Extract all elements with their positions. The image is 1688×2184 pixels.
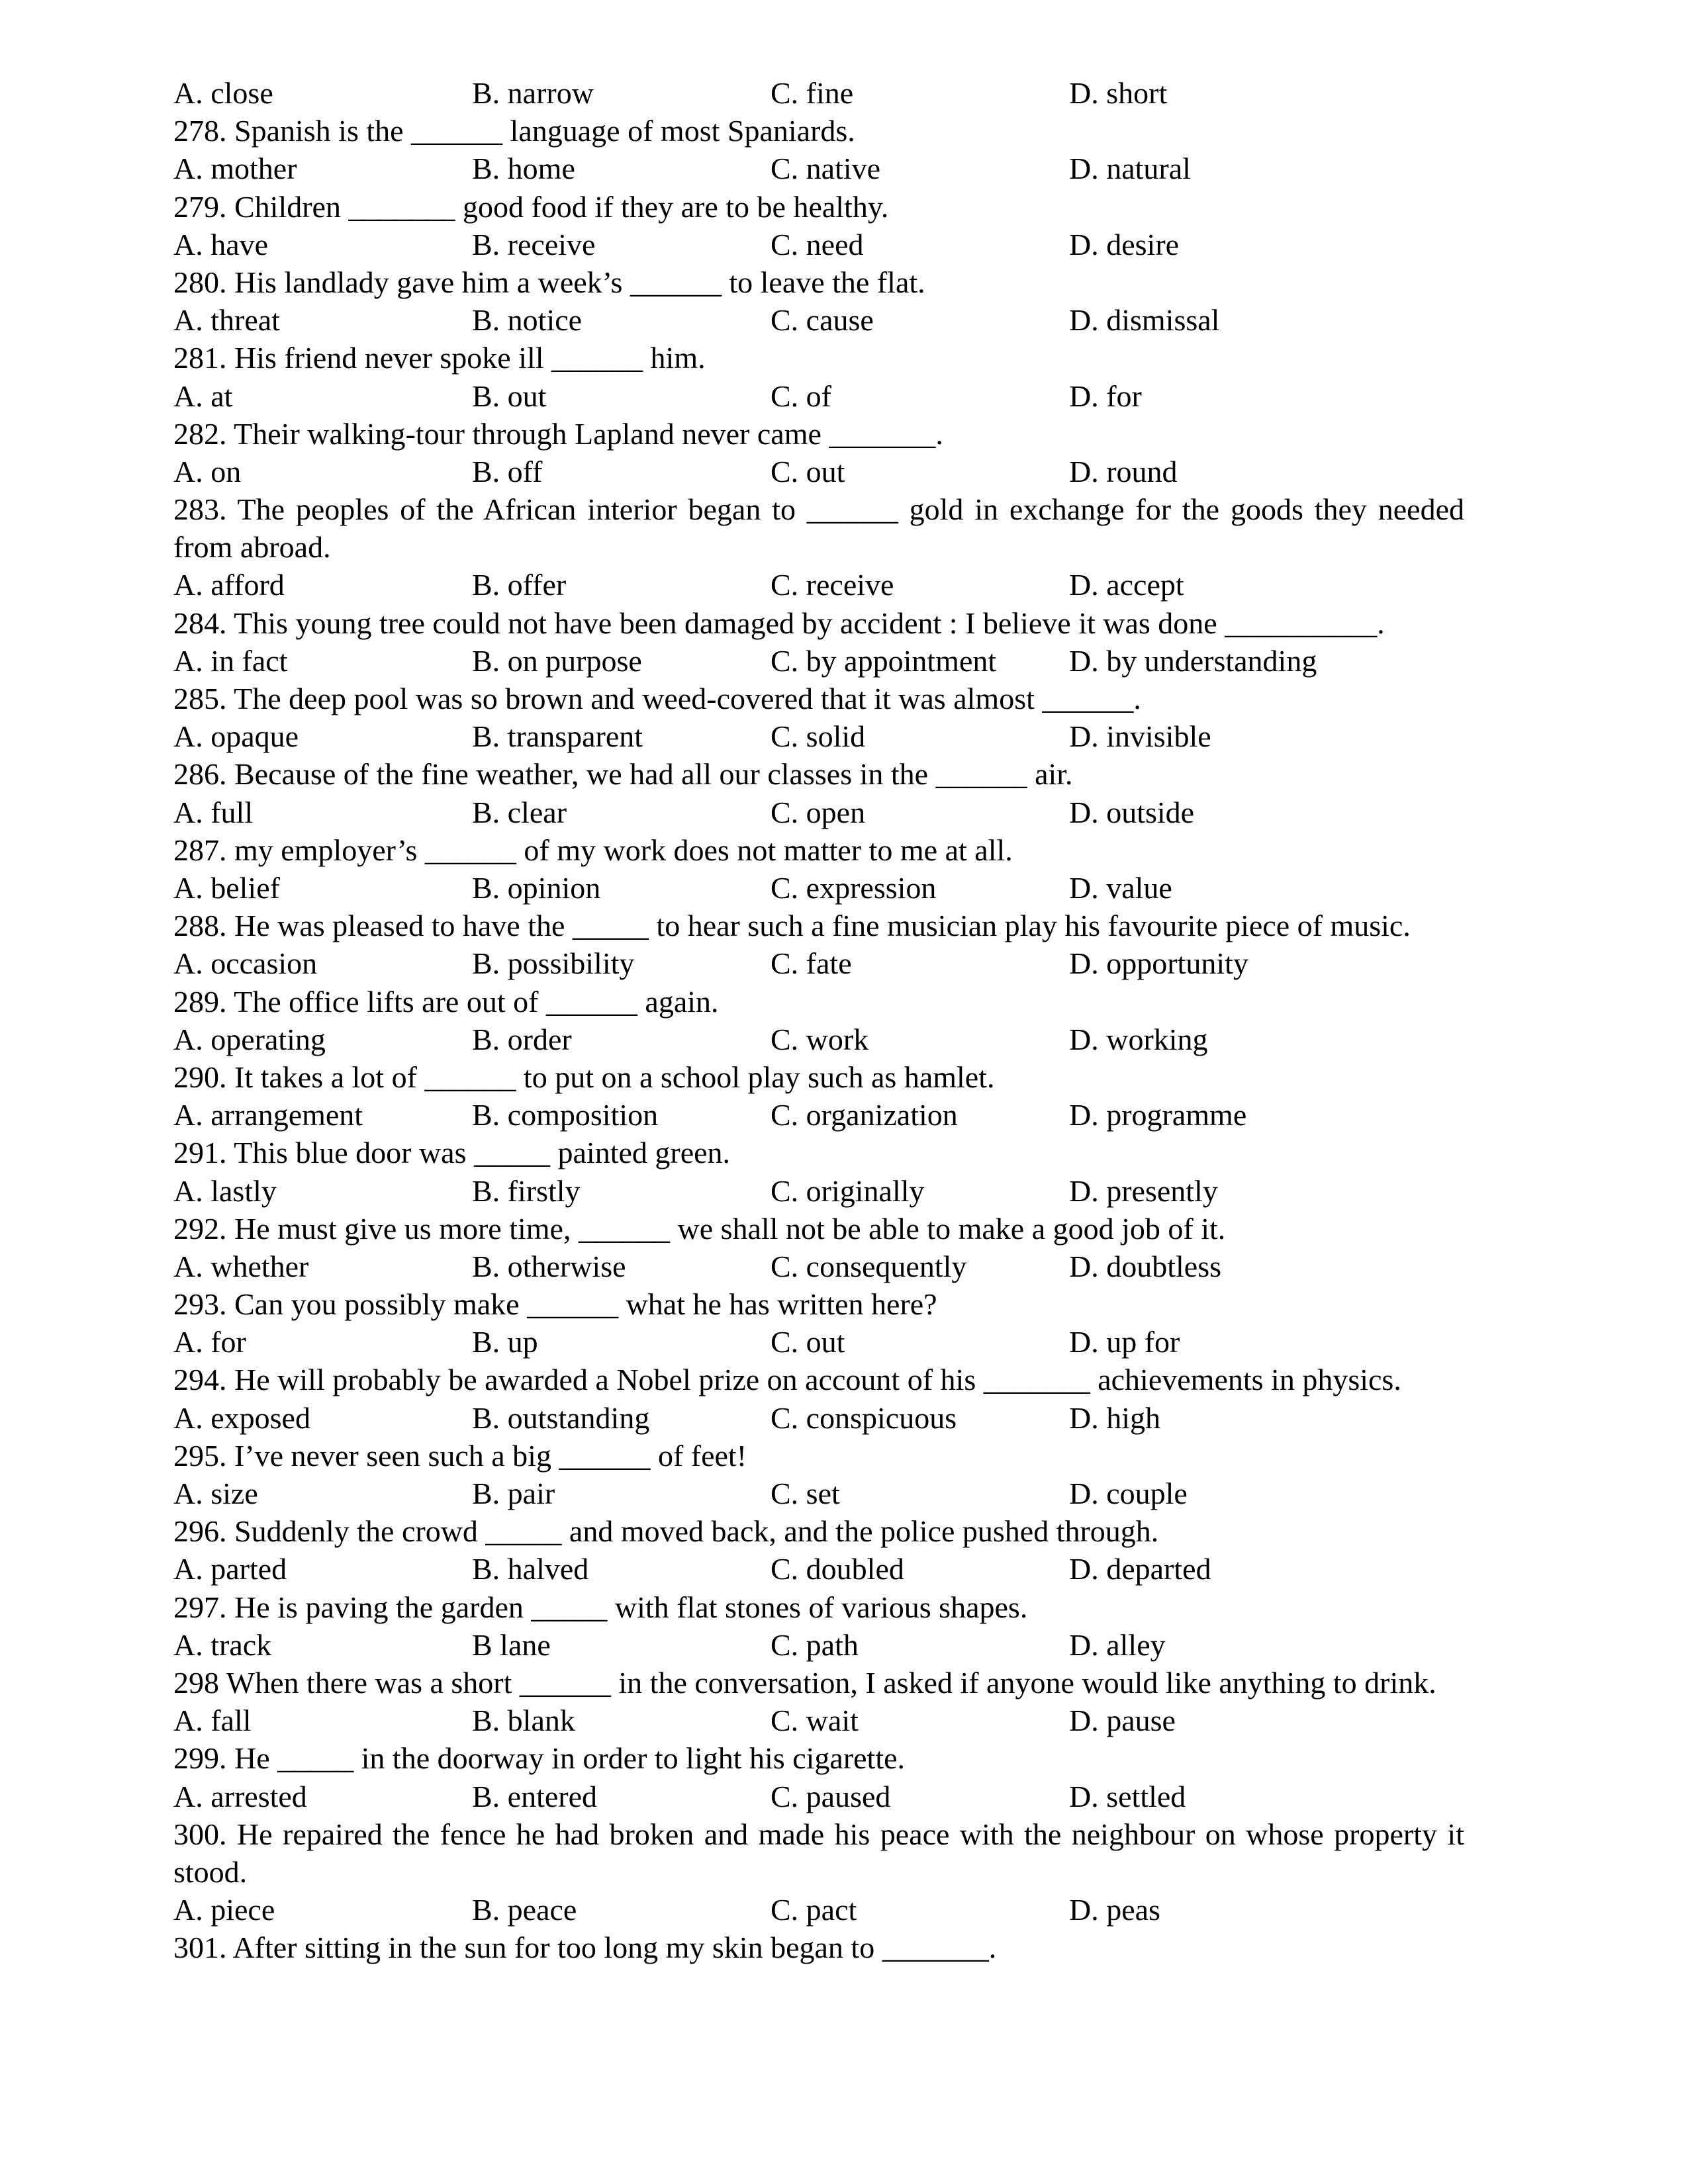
question-287: 287. my employer’s ______ of my work does not matter to me at all. bbox=[173, 833, 1013, 867]
answer-options bbox=[173, 1891, 1464, 1929]
option-b: B. on purpose bbox=[472, 643, 642, 678]
option-a: A. in fact bbox=[173, 643, 288, 678]
question-292: 292. He must give us more time, ______ we shall not be able to make a good job of it. bbox=[173, 1211, 1226, 1246]
option-d: D. outside bbox=[1069, 795, 1195, 829]
question-294: 294. He will probably be awarded a Nobel prize on account of his _______ achievements in physics. bbox=[173, 1363, 1401, 1397]
option-c: C. of bbox=[771, 379, 831, 413]
option-a: A. piece bbox=[173, 1893, 275, 1927]
answer-options bbox=[173, 74, 1464, 112]
option-d: D. short bbox=[1069, 76, 1168, 110]
option-a: A. afford bbox=[173, 568, 285, 602]
answer-options bbox=[173, 150, 1464, 187]
option-b: B. pair bbox=[472, 1477, 555, 1511]
option-c: C. need bbox=[771, 227, 864, 261]
question-289: 289. The office lifts are out of ______ again. bbox=[173, 984, 719, 1019]
option-b: B. possibility bbox=[472, 946, 635, 981]
question-279: 279. Children _______ good food if they are to be healthy. bbox=[173, 189, 889, 224]
answer-options bbox=[173, 1475, 1464, 1512]
question-295: 295. I’ve never seen such a big ______ of feet! bbox=[173, 1438, 747, 1473]
option-c: C. organization bbox=[771, 1098, 958, 1132]
option-d: D. working bbox=[1069, 1022, 1208, 1056]
option-a: A. track bbox=[173, 1627, 272, 1662]
option-a: A. close bbox=[173, 76, 273, 110]
option-b: B. opinion bbox=[472, 870, 601, 905]
option-b: B. outstanding bbox=[472, 1400, 650, 1435]
option-d: D. by understanding bbox=[1069, 643, 1317, 678]
option-b: B. peace bbox=[472, 1893, 577, 1927]
option-b: B. otherwise bbox=[472, 1249, 626, 1283]
question-278: 278. Spanish is the ______ language of most Spaniards. bbox=[173, 114, 855, 148]
option-b: B. out bbox=[472, 379, 547, 413]
option-d: D. round bbox=[1069, 454, 1178, 488]
option-a: A. whether bbox=[173, 1249, 309, 1283]
option-d: D. couple bbox=[1069, 1477, 1188, 1511]
option-a: A. have bbox=[173, 227, 269, 261]
option-b: B. halved bbox=[472, 1552, 589, 1586]
option-a: A. fall bbox=[173, 1704, 252, 1738]
option-d: D. up for bbox=[1069, 1325, 1180, 1359]
option-c: C. open bbox=[771, 795, 866, 829]
option-d: D. opportunity bbox=[1069, 946, 1248, 981]
option-b: B. offer bbox=[472, 568, 567, 602]
option-d: D. peas bbox=[1069, 1893, 1160, 1927]
option-d: D. desire bbox=[1069, 227, 1180, 261]
question-286: 286. Because of the fine weather, we had all our classes in the ______ air. bbox=[173, 757, 1073, 792]
answer-options bbox=[173, 1248, 1464, 1285]
option-a: A. full bbox=[173, 795, 254, 829]
option-c: C. paused bbox=[771, 1779, 891, 1813]
question-298: 298 When there was a short ______ in the conversation, I asked if anyone would like anything to drink. bbox=[173, 1665, 1436, 1700]
question-282: 282. Their walking-tour through Lapland never came _______. bbox=[173, 416, 943, 451]
option-d: D. pause bbox=[1069, 1704, 1176, 1738]
option-d: D. dismissal bbox=[1069, 303, 1220, 338]
option-d: D. settled bbox=[1069, 1779, 1186, 1813]
option-a: A. belief bbox=[173, 870, 280, 905]
option-c: C. work bbox=[771, 1022, 869, 1056]
question-285: 285. The deep pool was so brown and weed-covered that it was almost ______. bbox=[173, 682, 1141, 716]
option-a: A. occasion bbox=[173, 946, 318, 981]
option-b: B. blank bbox=[472, 1704, 575, 1738]
answer-options bbox=[173, 794, 1464, 831]
option-a: A. at bbox=[173, 379, 233, 413]
option-b: B. notice bbox=[472, 303, 583, 338]
question-300: 300. He repaired the fence he had broken and made his peace with the neighbour on whose property it stood. bbox=[173, 1817, 1464, 1889]
option-d: D. alley bbox=[1069, 1627, 1166, 1662]
option-c: C. expression bbox=[771, 870, 937, 905]
answer-options bbox=[173, 1778, 1464, 1815]
option-d: D. for bbox=[1069, 379, 1142, 413]
option-a: A. size bbox=[173, 1477, 258, 1511]
option-d: D. doubtless bbox=[1069, 1249, 1221, 1283]
option-d: D. high bbox=[1069, 1400, 1160, 1435]
answer-options bbox=[173, 1172, 1464, 1210]
answer-options bbox=[173, 1702, 1464, 1739]
question-297: 297. He is paving the garden _____ with flat stones of various shapes. bbox=[173, 1590, 1028, 1624]
option-a: A. lastly bbox=[173, 1173, 277, 1208]
option-a: A. threat bbox=[173, 303, 280, 338]
option-d: D. presently bbox=[1069, 1173, 1218, 1208]
option-c: C. receive bbox=[771, 568, 894, 602]
option-b: B. up bbox=[472, 1325, 538, 1359]
option-c: C. cause bbox=[771, 303, 874, 338]
answer-options bbox=[173, 377, 1464, 415]
question-281: 281. His friend never spoke ill ______ him. bbox=[173, 341, 706, 375]
option-c: C. originally bbox=[771, 1173, 925, 1208]
option-a: A. exposed bbox=[173, 1400, 310, 1435]
question-296: 296. Suddenly the crowd _____ and moved back, and the police pushed through. bbox=[173, 1514, 1159, 1549]
answer-options bbox=[173, 1021, 1464, 1058]
answer-options bbox=[173, 1323, 1464, 1361]
option-b: B. order bbox=[472, 1022, 572, 1056]
answer-options bbox=[173, 717, 1464, 755]
option-b: B. firstly bbox=[472, 1173, 581, 1208]
option-a: A. mother bbox=[173, 152, 297, 186]
answer-options bbox=[173, 1626, 1464, 1664]
question-290: 290. It takes a lot of ______ to put on a school play such as hamlet. bbox=[173, 1060, 995, 1094]
option-c: C. conspicuous bbox=[771, 1400, 957, 1435]
answer-options bbox=[173, 301, 1464, 339]
answer-options bbox=[173, 1096, 1464, 1134]
option-a: A. arrangement bbox=[173, 1098, 363, 1132]
answer-options bbox=[173, 642, 1464, 680]
option-c: C. out bbox=[771, 1325, 845, 1359]
option-c: C. path bbox=[771, 1627, 859, 1662]
option-c: C. out bbox=[771, 454, 845, 488]
option-d: D. programme bbox=[1069, 1098, 1247, 1132]
answer-options bbox=[173, 566, 1464, 604]
option-d: D. invisible bbox=[1069, 719, 1211, 754]
option-d: D. departed bbox=[1069, 1552, 1211, 1586]
document-page bbox=[173, 74, 1464, 1967]
option-c: C. by appointment bbox=[771, 643, 997, 678]
option-c: C. solid bbox=[771, 719, 866, 754]
option-b: B. receive bbox=[472, 227, 596, 261]
option-c: C. fate bbox=[771, 946, 852, 981]
option-a: A. opaque bbox=[173, 719, 299, 754]
option-c: C. set bbox=[771, 1477, 840, 1511]
option-a: A. parted bbox=[173, 1552, 287, 1586]
answer-options bbox=[173, 869, 1464, 907]
question-280: 280. His landlady gave him a week’s ______ to leave the flat. bbox=[173, 265, 925, 299]
question-284: 284. This young tree could not have been damaged by accident : I believe it was done __________. bbox=[173, 606, 1385, 640]
option-c: C. native bbox=[771, 152, 881, 186]
question-288: 288. He was pleased to have the _____ to hear such a fine musician play his favourite piece of music. bbox=[173, 909, 1411, 943]
option-a: A. operating bbox=[173, 1022, 326, 1056]
option-b: B. transparent bbox=[472, 719, 643, 754]
answer-options bbox=[173, 944, 1464, 982]
answer-options bbox=[173, 453, 1464, 490]
option-b: B. clear bbox=[472, 795, 567, 829]
option-b: B. entered bbox=[472, 1779, 598, 1813]
option-a: A. on bbox=[173, 454, 242, 488]
answer-options bbox=[173, 1399, 1464, 1437]
question-301: 301. After sitting in the sun for too long my skin began to _______. bbox=[173, 1931, 997, 1965]
option-d: D. natural bbox=[1069, 152, 1191, 186]
answer-options bbox=[173, 1550, 1464, 1588]
option-c: C. consequently bbox=[771, 1249, 967, 1283]
option-a: A. arrested bbox=[173, 1779, 307, 1813]
option-c: C. doubled bbox=[771, 1552, 904, 1586]
option-c: C. fine bbox=[771, 76, 854, 110]
option-b: B. narrow bbox=[472, 76, 594, 110]
option-d: D. value bbox=[1069, 870, 1172, 905]
option-a: A. for bbox=[173, 1325, 246, 1359]
question-283: 283. The peoples of the African interior began to ______ gold in exchange for the goods they needed from abroad. bbox=[173, 492, 1464, 565]
question-291: 291. This blue door was _____ painted green. bbox=[173, 1136, 731, 1170]
option-b: B lane bbox=[472, 1627, 551, 1662]
question-299: 299. He _____ in the doorway in order to light his cigarette. bbox=[173, 1741, 906, 1776]
option-b: B. home bbox=[472, 152, 575, 186]
option-c: C. pact bbox=[771, 1893, 857, 1927]
option-b: B. composition bbox=[472, 1098, 659, 1132]
question-293: 293. Can you possibly make ______ what he has written here? bbox=[173, 1287, 937, 1322]
option-b: B. off bbox=[472, 454, 543, 488]
answer-options bbox=[173, 226, 1464, 263]
option-c: C. wait bbox=[771, 1704, 859, 1738]
option-d: D. accept bbox=[1069, 568, 1184, 602]
